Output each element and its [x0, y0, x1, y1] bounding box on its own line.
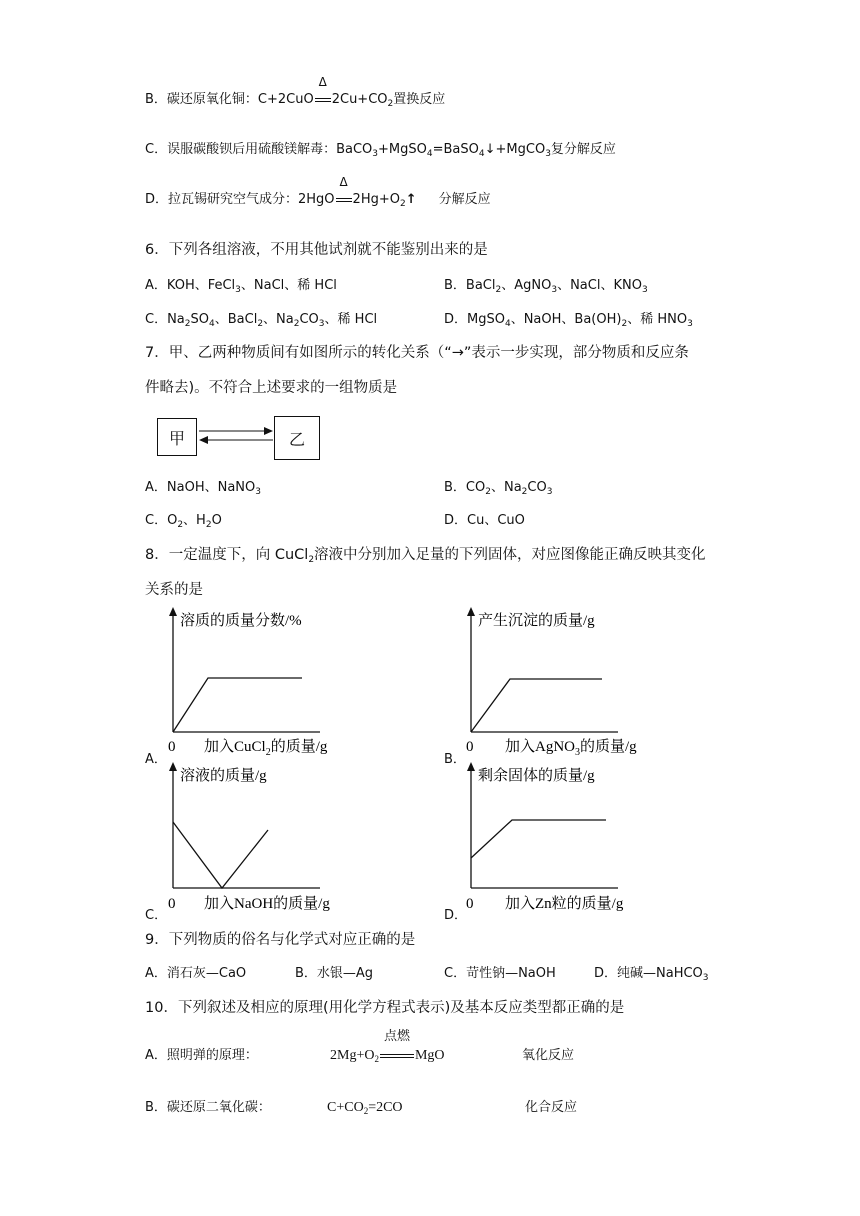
chart-b-ylabel: 产生沉淀的质量/g: [478, 613, 595, 629]
q9-option-d: D．纯碱—NaHCO$_3$: [594, 966, 709, 983]
heat-condition: Δ: [335, 190, 353, 210]
q10-option-b-label: B．碳还原二氧化碳：: [145, 1100, 271, 1115]
q5-option-b: B．碳还原氧化铜：C+2CuO Δ $2Cu+CO_2$置换反应: [145, 75, 446, 109]
q6-option-c: C．$Na_2SO_4$、BaCl$_2$、$Na_2CO_3$、稀 HCl: [145, 312, 378, 329]
chart-b-xlabel: 加入AgNO$_3$的质量/g: [505, 739, 637, 758]
chart-d-xlabel: 加入Zn粒的质量/g: [505, 896, 624, 912]
q5-option-d: D．拉瓦锡研究空气成分：2HgO Δ $2Hg+O_2↑$ 分解反应: [145, 175, 491, 209]
q7-option-c: C．$O_2$、$H_2O$: [145, 513, 222, 530]
chart-b-curve: [471, 679, 602, 732]
chart-a: [162, 605, 332, 760]
chart-a-origin: 0: [168, 739, 176, 755]
q9-option-a: A．消石灰—CaO: [145, 966, 247, 981]
q10-option-b-equation: $C+CO_2=2CO$: [327, 1100, 403, 1116]
chart-c: [162, 760, 362, 915]
q6-stem: 6．下列各组溶液，不用其他试剂就不能鉴别出来的是: [145, 242, 488, 258]
box-yi: 乙: [274, 416, 320, 460]
q6-option-d: D．MgSO$_4$、NaOH、$Ba(OH)_2$、稀 $HNO_3$: [444, 312, 693, 329]
q7-option-b: B．$CO_2$、$Na_2CO_3$: [444, 480, 553, 497]
q9-option-b: B．水银—Ag: [295, 966, 374, 981]
q10-option-a-equation: $2Mg+O_2$ 点燃 MgO: [330, 1029, 445, 1064]
chart-d: [460, 760, 660, 915]
chart-b-letter: B．: [444, 752, 466, 767]
chart-a-curve: [173, 678, 302, 732]
chart-d-curve: [471, 820, 606, 858]
q7-option-d: D．Cu、CuO: [444, 513, 525, 528]
chart-c-xlabel: 加入NaOH的质量/g: [204, 896, 330, 912]
q6-option-b: B．BaCl$_2$、AgNO$_3$、NaCl、$KNO_3$: [444, 278, 648, 295]
q9-option-c: C．苛性钠—NaOH: [444, 966, 556, 981]
q7-stem-line1: 7．甲、乙两种物质间有如图所示的转化关系（“→”表示一步实现，部分物质和反应条: [145, 345, 689, 361]
chart-d-letter: D．: [444, 908, 468, 923]
q7-stem-line2: 件略去)。不符合上述要求的一组物质是: [145, 380, 398, 396]
conversion-arrows: [197, 424, 275, 448]
chart-a-ylabel: 溶质的质量分数/%: [180, 613, 302, 629]
chart-a-letter: A．: [145, 752, 167, 767]
chart-c-origin: 0: [168, 896, 176, 912]
chart-b-origin: 0: [466, 739, 474, 755]
q10-option-b-type: 化合反应: [525, 1100, 578, 1115]
chart-c-ylabel: 溶液的质量/g: [180, 768, 267, 784]
heat-condition: Δ: [314, 90, 332, 110]
q8-stem-line2: 关系的是: [145, 582, 203, 598]
chart-d-ylabel: 剩余固体的质量/g: [478, 768, 595, 784]
chart-c-curve: [173, 822, 268, 888]
q9-stem: 9．下列物质的俗名与化学式对应正确的是: [145, 932, 416, 948]
q6-option-a: A．KOH、FeCl$_3$、NaCl、稀 HCl: [145, 278, 337, 295]
box-jia: 甲: [157, 418, 197, 456]
q7-option-a: A．NaOH、NaNO$_3$: [145, 480, 261, 497]
chart-a-xlabel: 加入CuCl$_2$的质量/g: [204, 739, 328, 758]
chart-b: [460, 605, 660, 760]
q10-option-a-type: 氧化反应: [522, 1048, 575, 1063]
ignite-condition: 点燃: [379, 1046, 415, 1066]
chart-d-origin: 0: [466, 896, 474, 912]
q8-stem-line1: 8．一定温度下，向 CuCl$_2$溶液中分别加入足量的下列固体，对应图像能正确反映其变化: [145, 547, 706, 565]
q10-option-a-label: A．照明弹的原理：: [145, 1048, 258, 1063]
q10-stem: 10．下列叙述及相应的原理(用化学方程式表示)及基本反应类型都正确的是: [145, 1000, 625, 1016]
q5-option-c: C．误服碳酸钡后用硫酸镁解毒：BaCO$_3$+MgSO$_4$=BaSO$_4$↓+MgCO$_3$复分解反应: [145, 142, 616, 159]
chart-c-letter: C．: [145, 908, 168, 923]
